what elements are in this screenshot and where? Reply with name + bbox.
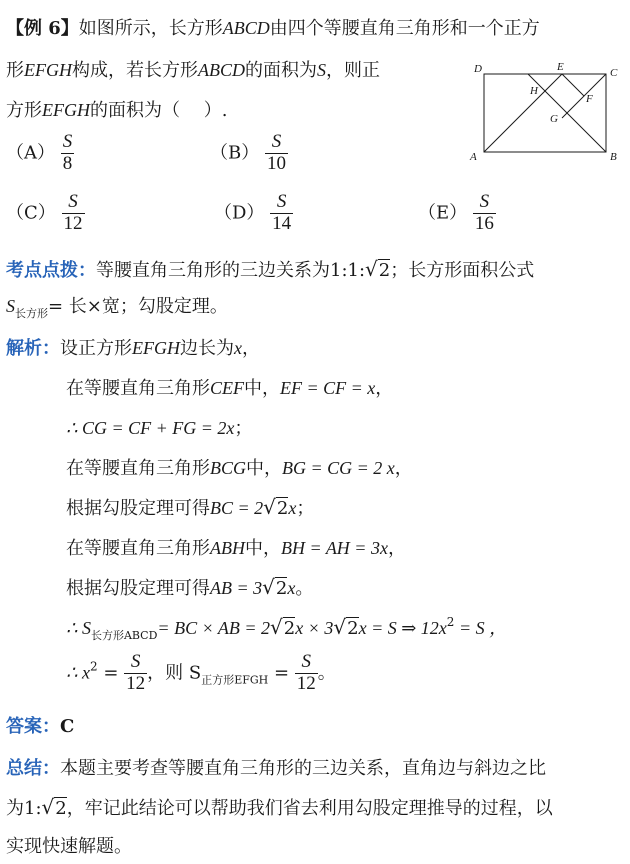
text: 根据勾股定理可得 bbox=[66, 578, 210, 599]
denominator: 12 bbox=[63, 212, 83, 234]
subscript: 长方形 bbox=[15, 307, 48, 320]
equation: ∴ CG = CF + FG = 2x bbox=[66, 418, 235, 438]
equation: BH = AH = 3x bbox=[281, 538, 388, 558]
text: ABCD bbox=[222, 18, 270, 38]
option-fraction bbox=[62, 192, 85, 235]
text: EFGH bbox=[24, 60, 72, 80]
radicand: 2 bbox=[55, 798, 67, 819]
text: = bbox=[97, 662, 119, 684]
text: 设正方形 bbox=[60, 338, 132, 359]
text: ； bbox=[234, 418, 253, 439]
text: = bbox=[268, 662, 290, 684]
ratio: 1: bbox=[24, 798, 42, 819]
solution-line-1 bbox=[6, 334, 260, 360]
numerator: S bbox=[301, 651, 312, 672]
solution-line-3 bbox=[66, 414, 252, 440]
text: ； bbox=[296, 498, 315, 519]
label-e: E bbox=[557, 61, 564, 73]
solution-line-7 bbox=[66, 574, 313, 600]
sqrt-symbol: √ bbox=[41, 795, 55, 819]
denominator: 10 bbox=[266, 152, 286, 174]
equation: AB = 3 bbox=[210, 578, 263, 598]
text: 方形 bbox=[6, 100, 42, 121]
option-c[interactable] bbox=[6, 192, 85, 235]
option-fraction bbox=[270, 192, 293, 235]
solution-line-5 bbox=[66, 494, 314, 520]
text: = 长×宽；勾股定理。 bbox=[48, 296, 228, 317]
numerator: S bbox=[271, 131, 282, 152]
text: 在等腰直角三角形 bbox=[66, 378, 210, 399]
denominator: 12 bbox=[296, 672, 316, 694]
text: CEF bbox=[210, 378, 244, 398]
equation: x × 3 bbox=[295, 618, 334, 638]
problem-line-2 bbox=[6, 56, 380, 82]
text: 为 bbox=[6, 798, 24, 819]
solution-line-8 bbox=[66, 614, 507, 643]
equation: BC = 2 bbox=[210, 498, 264, 518]
sqrt-symbol: √ bbox=[262, 575, 275, 599]
solution-line-2 bbox=[66, 374, 393, 400]
problem-line-1 bbox=[6, 14, 540, 40]
text: 中， bbox=[246, 458, 282, 479]
option-e[interactable] bbox=[418, 192, 496, 235]
summary-line-2 bbox=[6, 794, 553, 820]
text: 边长为 bbox=[180, 338, 234, 359]
solution-line-6 bbox=[66, 534, 406, 560]
denominator: 12 bbox=[126, 672, 146, 694]
denominator: 14 bbox=[272, 212, 292, 234]
text: x bbox=[234, 338, 242, 358]
text: 在等腰直角三角形 bbox=[66, 538, 210, 559]
radicand: 2 bbox=[347, 618, 359, 639]
example-tag: 【例 6】 bbox=[6, 18, 79, 39]
text: ，则 S bbox=[147, 662, 202, 684]
label-a: A bbox=[470, 151, 477, 163]
text: x bbox=[287, 578, 296, 598]
problem-line-3 bbox=[6, 96, 227, 122]
sqrt-symbol: √ bbox=[333, 615, 347, 639]
key-points-line-1 bbox=[6, 256, 534, 282]
text: EFGH bbox=[132, 338, 180, 358]
text: 。 bbox=[317, 662, 336, 684]
text: 。 bbox=[295, 578, 314, 599]
numerator: S bbox=[276, 191, 287, 212]
symbol-s: S bbox=[6, 296, 15, 316]
text: 如图所示，长方形 bbox=[78, 18, 223, 39]
option-label: （E） bbox=[418, 202, 468, 224]
denominator: 8 bbox=[62, 152, 73, 174]
superscript: 2 bbox=[89, 659, 98, 674]
text: ，牢记此结论可以帮助我们省去利用勾股定理推导的过程，以 bbox=[66, 798, 553, 819]
text: ，则正 bbox=[326, 60, 380, 81]
text: ABH bbox=[210, 538, 245, 558]
rectangle-figure bbox=[462, 58, 624, 168]
text: 形 bbox=[6, 60, 24, 81]
text: ；长方形面积公式 bbox=[390, 260, 535, 281]
superscript: 2 bbox=[446, 615, 455, 629]
label-c: C bbox=[610, 67, 618, 79]
equation: = BC × AB = 2 bbox=[157, 618, 271, 638]
summary-line-3 bbox=[6, 832, 132, 858]
option-fraction bbox=[265, 132, 288, 175]
equation: BG = CG = 2 x bbox=[282, 458, 395, 478]
sqrt-symbol: √ bbox=[263, 495, 276, 519]
text: ABCD bbox=[198, 60, 245, 80]
option-a[interactable] bbox=[6, 132, 74, 175]
radicand: 2 bbox=[275, 578, 288, 599]
numerator: S bbox=[68, 191, 78, 212]
option-label: （A） bbox=[6, 142, 55, 164]
denominator: 16 bbox=[474, 212, 494, 234]
label-f: F bbox=[586, 93, 593, 105]
numerator: S bbox=[479, 191, 490, 212]
equation: ∴ S bbox=[66, 618, 91, 638]
fraction bbox=[124, 652, 147, 695]
text: ， bbox=[387, 538, 406, 559]
equation: EF = CF = x bbox=[280, 378, 376, 398]
summary-line-1 bbox=[6, 754, 546, 780]
subscript: 长方形ABCD bbox=[90, 629, 158, 642]
text: 中， bbox=[244, 378, 280, 399]
fraction bbox=[295, 652, 318, 695]
radicand: 2 bbox=[283, 618, 296, 639]
sqrt-symbol: √ bbox=[270, 615, 283, 639]
label-h: H bbox=[530, 85, 538, 97]
option-fraction bbox=[473, 192, 496, 235]
text: 根据勾股定理可得 bbox=[66, 498, 210, 519]
text: ， bbox=[242, 338, 260, 359]
option-label: （B） bbox=[210, 142, 260, 164]
subscript: 正方形EFGH bbox=[201, 673, 269, 687]
numerator: S bbox=[62, 131, 73, 152]
key-points-label: 考点点拨： bbox=[6, 260, 96, 281]
option-fraction bbox=[61, 132, 75, 175]
text: 本题主要考查等腰直角三角形的三边关系，直角边与斜边之比 bbox=[60, 758, 546, 779]
text: x bbox=[288, 498, 297, 518]
option-label: （C） bbox=[6, 202, 56, 224]
text: 实现快速解题。 bbox=[6, 836, 132, 857]
text: 等腰直角三角形的三边关系为 bbox=[96, 260, 330, 281]
key-points-line-2 bbox=[6, 292, 228, 321]
solution-line-4 bbox=[66, 454, 413, 480]
option-d[interactable] bbox=[214, 192, 293, 235]
text: 构成，若长方形 bbox=[72, 60, 198, 81]
answer-line bbox=[6, 712, 74, 738]
line-fe bbox=[562, 74, 584, 96]
option-b[interactable] bbox=[210, 132, 288, 175]
rectangle-abcd bbox=[484, 74, 606, 152]
equation: x = S ⇒ 12x bbox=[358, 618, 447, 638]
text: ， bbox=[394, 458, 413, 479]
text: 中， bbox=[245, 538, 281, 559]
text: S bbox=[317, 60, 326, 80]
text: EFGH bbox=[42, 100, 90, 120]
ratio: 1:1: bbox=[330, 260, 366, 281]
summary-label: 总结： bbox=[6, 758, 60, 779]
answer-label: 答案： bbox=[6, 716, 60, 737]
solution-label: 解析： bbox=[6, 338, 60, 359]
label-b: B bbox=[610, 151, 617, 163]
text: BCG bbox=[210, 458, 246, 478]
sqrt-symbol: √ bbox=[365, 257, 378, 281]
text: 的面积为（ ）. bbox=[90, 100, 228, 121]
answer-value: C bbox=[60, 716, 75, 737]
equation: = S ， bbox=[454, 618, 508, 638]
text: 在等腰直角三角形 bbox=[66, 458, 210, 479]
radicand: 2 bbox=[378, 260, 391, 281]
solution-line-9 bbox=[66, 652, 336, 695]
label-g: G bbox=[550, 113, 558, 125]
text: 由四个等腰直角三角形和一个正方 bbox=[269, 18, 540, 39]
text: ， bbox=[375, 378, 394, 399]
label-d: D bbox=[474, 63, 482, 75]
text: 的面积为 bbox=[245, 60, 317, 81]
equation: ∴ x bbox=[66, 662, 90, 683]
option-label: （D） bbox=[214, 202, 265, 224]
numerator: S bbox=[130, 651, 141, 672]
radicand: 2 bbox=[276, 498, 289, 519]
